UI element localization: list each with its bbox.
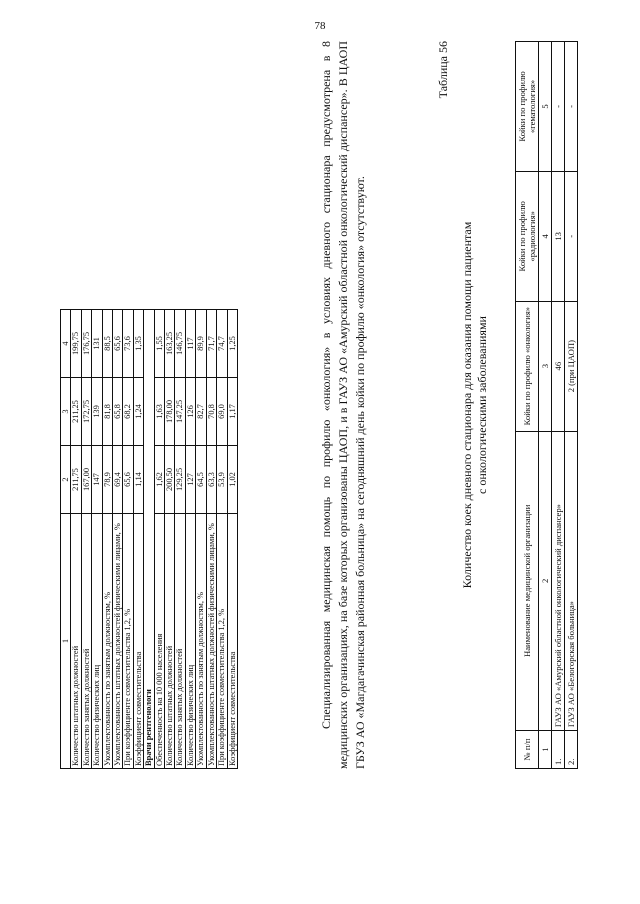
row-value: 172,75 bbox=[81, 378, 91, 446]
row-value: 69,0 bbox=[217, 378, 227, 446]
row-label: Количество штатных должностей bbox=[71, 514, 81, 769]
row-label: Количество физических лиц bbox=[92, 514, 102, 769]
section-row bbox=[144, 310, 154, 769]
row-value: 211,25 bbox=[71, 378, 81, 446]
table-row bbox=[196, 310, 206, 769]
row-label: Количество занятых должностей bbox=[81, 514, 91, 769]
index-cell: 2 bbox=[539, 431, 552, 731]
row-value: 147,25 bbox=[175, 378, 185, 446]
beds-index-row bbox=[539, 42, 552, 769]
page-number: 78 bbox=[314, 20, 326, 32]
row-value: 1,02 bbox=[227, 446, 237, 514]
row-value: 167,00 bbox=[81, 446, 91, 514]
caption-line-1: Количество коек дневного стационара для оказания помощи пациентам bbox=[460, 221, 474, 589]
row-value: 65,6 bbox=[123, 446, 133, 514]
table-row bbox=[185, 310, 195, 769]
row-value: 139 bbox=[92, 378, 102, 446]
row-value: 126 bbox=[185, 378, 195, 446]
column-index: 4 bbox=[61, 310, 71, 378]
table-row bbox=[217, 310, 227, 769]
row-value: 1,24 bbox=[133, 378, 143, 446]
org-name: ГАУЗ АО «Белогорская больница» bbox=[565, 431, 578, 731]
row-value: 211,75 bbox=[71, 446, 81, 514]
row-label: При коэффициенте совместительства 1,2, % bbox=[217, 514, 227, 769]
row-label: Укомплектованность по занятым должностям, % bbox=[102, 514, 112, 769]
row-value: 74,7 bbox=[217, 310, 227, 378]
row-value: 1,14 bbox=[133, 446, 143, 514]
table-row bbox=[154, 310, 164, 769]
index-cell: 4 bbox=[539, 171, 552, 301]
section-label: Врачи рентгенологи bbox=[144, 310, 154, 769]
table-label: Таблица 56 bbox=[436, 41, 450, 99]
column-index: 2 bbox=[61, 446, 71, 514]
row-label: Коэффициент совместительства bbox=[227, 514, 237, 769]
index-cell: 1 bbox=[539, 731, 552, 769]
row-value: 1,17 bbox=[227, 378, 237, 446]
row-value: 81,8 bbox=[102, 378, 112, 446]
row-label: Укомплектованность штатных должностей физическими лицами, % bbox=[113, 514, 123, 769]
header-hematology: Койки по профилю «гематология» bbox=[516, 42, 539, 172]
row-value: 200,50 bbox=[165, 446, 175, 514]
row-number: 2. bbox=[565, 731, 578, 769]
row-value: 131 bbox=[92, 310, 102, 378]
index-cell: 5 bbox=[539, 42, 552, 172]
row-value: 163,25 bbox=[165, 310, 175, 378]
row-value: 69,4 bbox=[113, 446, 123, 514]
table-row bbox=[92, 310, 102, 769]
row-value: 1,63 bbox=[154, 378, 164, 446]
table-row bbox=[113, 310, 123, 769]
row-value: 1,55 bbox=[154, 310, 164, 378]
row-value: 53,9 bbox=[217, 446, 227, 514]
radiology-beds: 13 bbox=[552, 171, 565, 301]
row-value: 89,9 bbox=[196, 310, 206, 378]
oncology-beds: 2 (при ЦАОП) bbox=[565, 301, 578, 431]
org-name: ГАУЗ АО «Амурский областной онкологический диспансер» bbox=[552, 431, 565, 731]
row-value: 117 bbox=[185, 310, 195, 378]
header-number: № п/п bbox=[516, 731, 539, 769]
staffing-table bbox=[60, 309, 238, 769]
row-value: 129,25 bbox=[175, 446, 185, 514]
column-index: 1 bbox=[61, 514, 71, 769]
table-caption bbox=[460, 41, 490, 769]
table-row bbox=[71, 310, 81, 769]
row-label: При коэффициенте совместительства 1,2, % bbox=[123, 514, 133, 769]
body-paragraph: Специализированная медицинская помощь по профилю «онкология» в условиях дневного стационара предусмотрена в 8 медицинских организациях, на базе которых организованы ЦАОП, и в ГАУЗ АО «Амурский областной онкологический диспансер». В ЦАОП ГБУЗ АО «Магдагачинская районная больница» на сегодняшний день койки по профилю «онкология» отсутствуют. bbox=[319, 41, 367, 769]
row-value: 176,75 bbox=[81, 310, 91, 378]
column-index: 3 bbox=[61, 378, 71, 446]
table-row bbox=[227, 310, 237, 769]
row-value: 65,8 bbox=[113, 378, 123, 446]
row-number: 1. bbox=[552, 731, 565, 769]
row-value: 1,35 bbox=[133, 310, 143, 378]
table-row bbox=[552, 42, 565, 769]
staff-header-row bbox=[61, 310, 71, 769]
row-value: 68,2 bbox=[123, 378, 133, 446]
table-row bbox=[133, 310, 143, 769]
row-value: 147 bbox=[92, 446, 102, 514]
index-cell: 3 bbox=[539, 301, 552, 431]
hematology-beds: - bbox=[552, 42, 565, 172]
table-row bbox=[175, 310, 185, 769]
header-org-name: Наименование медицинской организации bbox=[516, 431, 539, 731]
row-label: Обеспеченность на 10 000 населения bbox=[154, 514, 164, 769]
row-value: 78,9 bbox=[102, 446, 112, 514]
row-value: 199,75 bbox=[71, 310, 81, 378]
oncology-beds: 46 bbox=[552, 301, 565, 431]
row-value: 88,5 bbox=[102, 310, 112, 378]
row-label: Коэффициент совместительства bbox=[133, 514, 143, 769]
row-value: 70,8 bbox=[206, 378, 216, 446]
row-value: 1,62 bbox=[154, 446, 164, 514]
table-row bbox=[81, 310, 91, 769]
beds-table bbox=[515, 41, 578, 769]
hematology-beds: - bbox=[565, 42, 578, 172]
header-oncology: Койки по профилю «онкология» bbox=[516, 301, 539, 431]
beds-header-row bbox=[516, 42, 539, 769]
row-value: 146,75 bbox=[175, 310, 185, 378]
table-row bbox=[123, 310, 133, 769]
table-row bbox=[565, 42, 578, 769]
rotated-content bbox=[18, 17, 618, 877]
row-label: Количество физических лиц bbox=[185, 514, 195, 769]
radiology-beds: - bbox=[565, 171, 578, 301]
row-value: 127 bbox=[185, 446, 195, 514]
row-value: 1,25 bbox=[227, 310, 237, 378]
table-row bbox=[102, 310, 112, 769]
caption-line-2: с онкологическими заболеваниями bbox=[475, 316, 489, 494]
table-row bbox=[206, 310, 216, 769]
row-label: Укомплектованность по занятым должностям, % bbox=[196, 514, 206, 769]
row-value: 82,7 bbox=[196, 378, 206, 446]
table-row bbox=[165, 310, 175, 769]
row-value: 65,6 bbox=[113, 310, 123, 378]
row-value: 71,7 bbox=[206, 310, 216, 378]
row-value: 178,00 bbox=[165, 378, 175, 446]
row-label: Укомплектованность штатных должностей физическими лицами, % bbox=[206, 514, 216, 769]
row-value: 73,6 bbox=[123, 310, 133, 378]
row-value: 63,3 bbox=[206, 446, 216, 514]
header-radiology: Койки по профилю «радиология» bbox=[516, 171, 539, 301]
row-value: 64,5 bbox=[196, 446, 206, 514]
row-label: Количество штатных должностей bbox=[165, 514, 175, 769]
row-label: Количество занятых должностей bbox=[175, 514, 185, 769]
